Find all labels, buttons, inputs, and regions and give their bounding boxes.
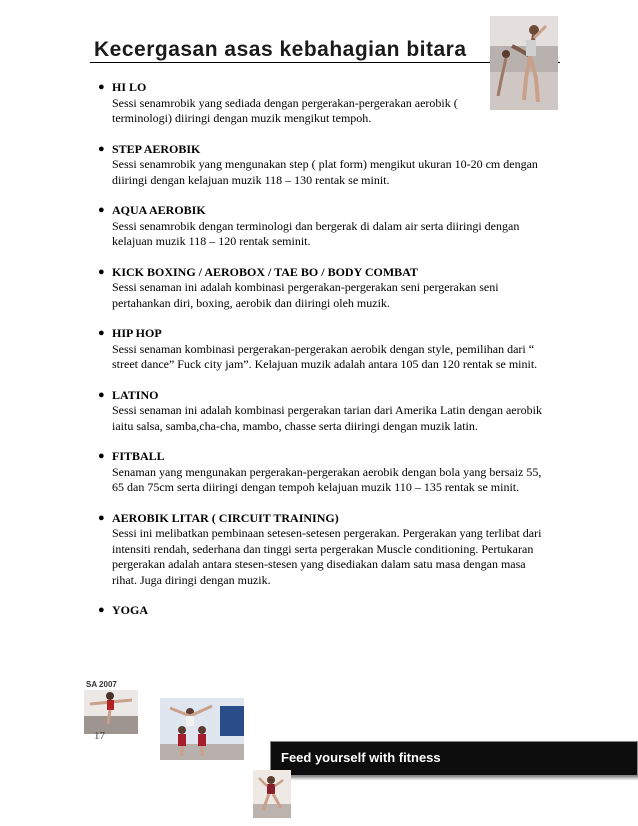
gymnast-split-leap-photo [84, 678, 138, 734]
bullet-icon: ● [98, 265, 105, 278]
item-description: Sessi senamrobik yang mengunakan step ( plat form) mengikut ukuran 10-20 cm dengan diiringi dengan kelajuan muzik 118 – 130 rentak se minit. [112, 157, 538, 187]
item-heading: HIP HOP [112, 326, 162, 340]
list-item [98, 603, 542, 619]
footer-banner [270, 741, 638, 776]
bullet-icon: ● [98, 204, 105, 216]
gymnast-pose-photo [253, 770, 291, 818]
item-description: Sessi ini melibatkan pembinaan setesen-setesen pergerakan. Pergerakan yang terlibat dari intensiti rendah, sederhana dan tinggi serta pergerakan Muscle conditioning. Pertukaran pergerakan adalah antara stesen-stesen yang disediakan dalam satu masa dengan masa rihat. Juga diringi dengan muzik. [112, 526, 542, 587]
bullet-icon: ● [98, 81, 105, 93]
list-item [98, 203, 542, 250]
item-description: Sessi senaman kombinasi pergerakan-pergerakan aerobik dengan style, pemilihan dari “ street dance” Fuck city jam”. Kelajuan muzik adalah antara 105 dan 120 rentak se minit. [112, 341, 538, 371]
item-description: Sessi senaman ini adalah kombinasi pergerakan-pergerakan seni pergerakan seni pertahankan diri, boxing, aerobik dan diiringi oleh muzik. [112, 280, 499, 310]
item-description: Senaman yang mengunakan pergerakan-pergerakan aerobik dengan bola yang bersaiz 55, 65 dan 75cm serta diiringi dengan tempoh kelajuan muzik 110 – 135 rentak se minit. [112, 464, 542, 494]
item-heading: FITBALL [112, 449, 165, 463]
aerobic-types-list [98, 80, 542, 619]
item-heading: YOGA [112, 603, 148, 617]
item-heading: AEROBIK LITAR ( CIRCUIT TRAINING) [112, 510, 339, 525]
item-heading: AQUA AEROBIK [112, 203, 206, 217]
item-heading: STEP AEROBIK [112, 141, 201, 156]
bullet-icon: ● [98, 511, 105, 524]
list-item [98, 387, 542, 435]
item-heading: KICK BOXING / AEROBOX / TAE BO / BODY COMBAT [112, 264, 418, 279]
bullet-icon: ● [98, 604, 105, 616]
list-item [98, 510, 542, 589]
list-item [98, 326, 542, 373]
bullet-icon: ● [98, 142, 105, 155]
item-heading: HI LO [112, 80, 147, 94]
item-description: Sessi senaman ini adalah kombinasi pergerakan tarian dari Amerika Latin dengan aerobik iaitu salsa, samba,cha-cha, mambo, chasse serta diiringi dengan muzik latin. [112, 403, 542, 433]
bullet-icon: ● [98, 388, 105, 401]
banner-text: SA 2007 [86, 680, 117, 689]
list-item [98, 141, 542, 189]
footer-slogan: Feed yourself with fitness [281, 750, 441, 765]
bullet-icon: ● [98, 327, 105, 339]
item-description: Sessi senamrobik dengan terminologi dan bergerak di dalam air serta diiringi dengan kelajuan muzik 118 – 120 rentak seminit. [112, 218, 520, 248]
list-item [98, 264, 542, 312]
aerobic-team-lift-photo [160, 698, 244, 760]
bullet-icon: ● [98, 450, 105, 462]
page-title: Kecergasan asas kebahagian bitara [94, 38, 467, 61]
item-description: Sessi senamrobik yang sediada dengan pergerakan-pergerakan aerobik ( terminologi) diiringi dengan muzik mengikut tempoh. [112, 95, 458, 125]
list-item [98, 449, 542, 496]
list-item [98, 80, 542, 127]
item-heading: LATINO [112, 387, 159, 402]
page-number: 17 [94, 730, 105, 742]
